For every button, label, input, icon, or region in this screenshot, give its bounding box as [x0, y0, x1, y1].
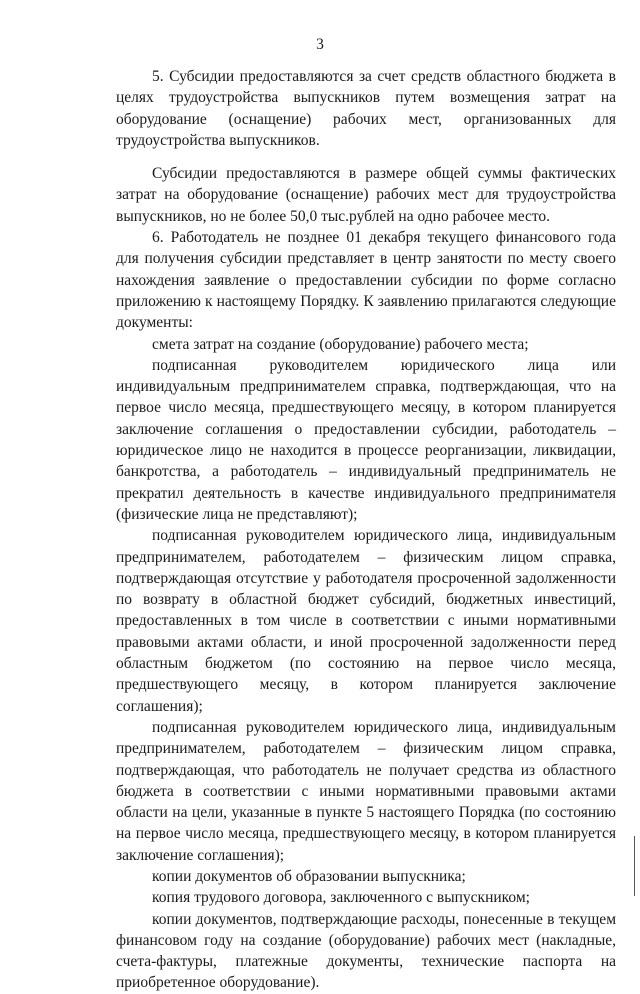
document-list-item: подписанная руководителем юридического лица или индивидуальным предпринимателем справка, подтверждающая, что на первое число месяца, предшествующего месяцу, в котором планируется заключение соглашения о предоставлении субсидии, работодатель – юридическое лицо не находится в процессе реорганизации, ликвидации, банкротства, а работодатель – индивидуальный предприниматель не прекратил деятельность в качестве индивидуального предпринимателя (физические лица не представляют); — [116, 356, 616, 523]
document-list-item: копии документов об образовании выпускника; — [152, 867, 466, 885]
document-list-item: подписанная руководителем юридического лица, индивидуальным предпринимателем, работодателем – физическим лицом справка, подтверждающая отсутствие у работодателя просроченной задолженности по возврату в областной бюджет субсидий, бюджетных инвестиций, предоставленных в том числе в соответствии с иными нормативными правовыми актами области, и иной просроченной задолженности перед областным бюджетом (по состоянию на первое число месяца, предшествующего месяцу, в котором планируется заключение соглашения); — [116, 527, 616, 715]
document-list-item: смета затрат на создание (оборудование) рабочего места; — [152, 335, 529, 353]
document-list-item: копия трудового договора, заключенного с выпускником; — [152, 889, 530, 907]
paragraph-subsidy-amount: Субсидии предоставляются в размере общей суммы фактических затрат на оборудование (оснащение) рабочих мест для трудоустройства выпускников, но не более 50,0 тыс.рублей на одно рабочее место. — [116, 165, 616, 225]
document-body — [116, 66, 616, 994]
document-list-item: копии документов, подтверждающие расходы, понесенные в текущем финансовом году на создание (оборудование) рабочих мест (накладные, счета-фактуры, платежные документы, технические паспорта на приобретенное оборудование). — [116, 910, 616, 992]
page-number: 3 — [316, 36, 324, 53]
scan-edge-mark — [634, 836, 635, 896]
paragraph-item-5: 5. Субсидии предоставляются за счет средств областного бюджета в целях трудоустройства выпускников путем возмещения затрат на оборудование (оснащение) рабочих мест, организованных для трудоустройства выпускников. — [116, 68, 616, 149]
document-list-item: подписанная руководителем юридического лица, индивидуальным предпринимателем, работодателем – физическим лицом справка, подтверждающая, что работодатель не получает средства из областного бюджета в соответствии с иными нормативными правовыми актами области на цели, указанные в пункте 5 настоящего Порядка (по состоянию на первое число месяца, предшествующего месяцу, в котором планируется заключение соглашения); — [116, 718, 616, 864]
paragraph-item-6: 6. Работодатель не позднее 01 декабря текущего финансового года для получения субсидии представляет в центр занятости по месту своего нахождения заявление о предоставлении субсидии по форме согласно приложению к настоящему Порядку. К заявлению прилагаются следующие документы: — [116, 229, 616, 332]
